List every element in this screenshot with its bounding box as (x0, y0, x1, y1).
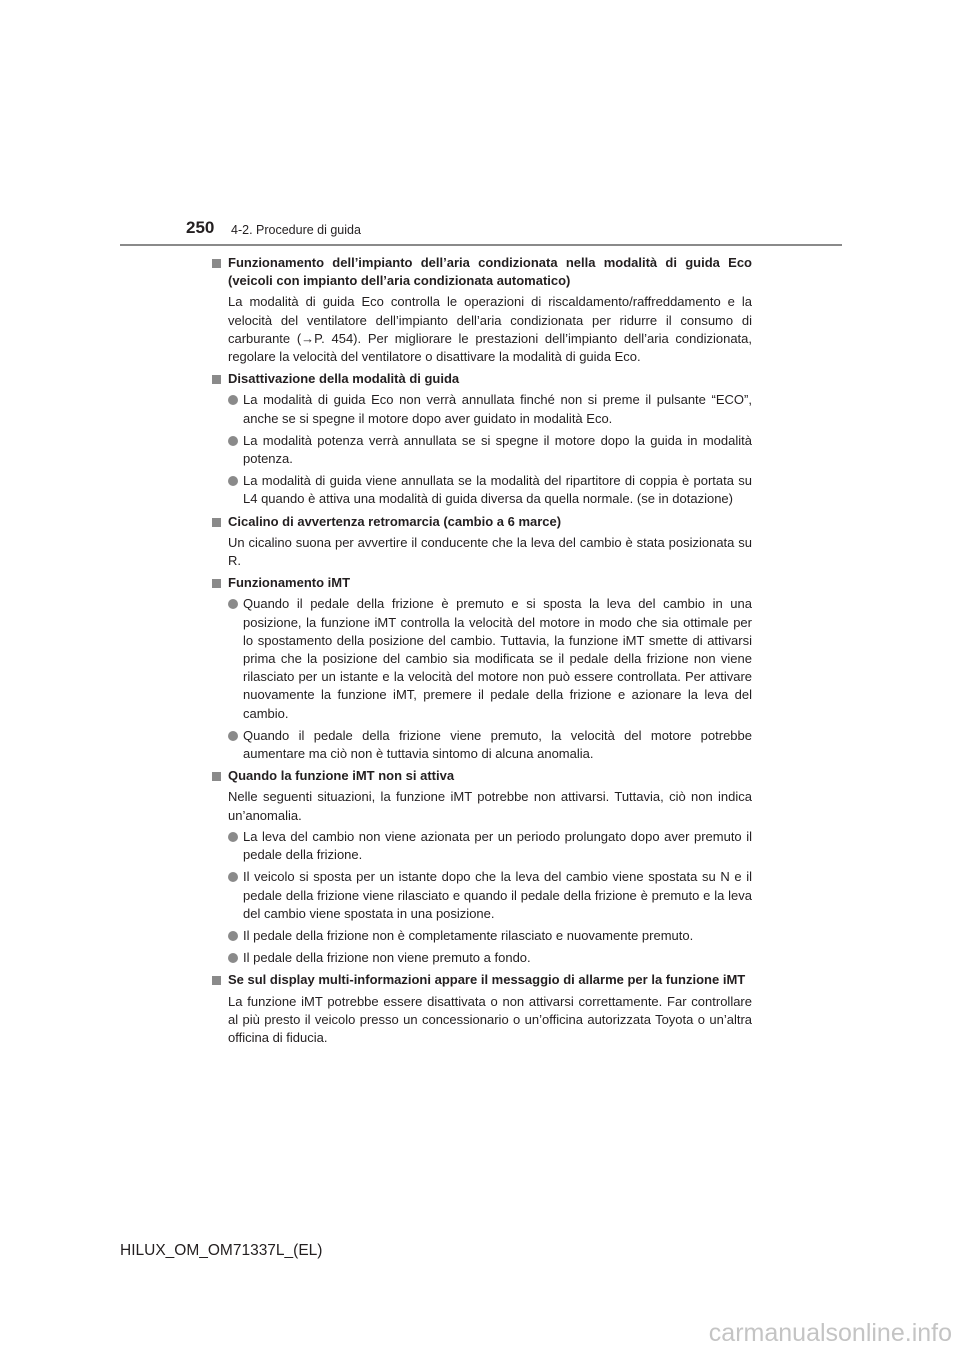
circle-bullet-icon (228, 832, 238, 842)
circle-bullet-icon (228, 731, 238, 741)
list-item (228, 828, 752, 864)
paragraph: Nelle seguenti situazioni, la funzione iMT potrebbe non attivarsi. Tuttavia, ciò non indica un’anomalia. (228, 789, 752, 823)
square-bullet-icon (212, 518, 221, 527)
section-title: 4-2. Procedure di guida (231, 223, 361, 237)
list-item-text: La modalità potenza verrà annullata se si spegne il motore dopo la guida in modalità potenza. (243, 432, 752, 467)
circle-bullet-icon (228, 395, 238, 405)
circle-bullet-icon (228, 931, 238, 941)
list-item-text: Il veicolo si sposta per un istante dopo che la leva del cambio viene spostata su N e il pedale della frizione viene rilasciato e quando il pedale della frizione è premuto e la leva del cambio viene spostata in una posizione. (243, 869, 752, 921)
section-imt-not-activating (212, 767, 752, 967)
list-item (228, 727, 752, 763)
section-heading: Disattivazione della modalità di guida (228, 371, 460, 387)
page-number: 250 (186, 218, 215, 237)
paragraph: La modalità di guida Eco controlla le operazioni di riscaldamento/raffreddamento e la velocità del ventilatore dell’impianto dell’aria condizionata per ridurre il consumo di carburante (→P. 454). Per migliorare le prestazioni dell’impianto dell’aria condizionata, regolare la velocità del ventilatore o disattivare la modalità di guida Eco. (228, 294, 752, 365)
circle-bullet-icon (228, 476, 238, 486)
page-content (212, 254, 752, 1051)
circle-bullet-icon (228, 872, 238, 882)
section-heading: Se sul display multi-informazioni appare il messaggio di allarme per la funzione iMT (228, 972, 746, 988)
paragraph: La funzione iMT potrebbe essere disattivata o non attivarsi correttamente. Far controllare al più presto il veicolo presso un concessionario o un’officina autorizzata Toyota o un’altra officina di fiducia. (228, 993, 752, 1045)
section-mode-deactivation (212, 370, 752, 508)
list-item (228, 927, 752, 945)
list-item-text: Il pedale della frizione non è completamente rilasciato e nuovamente premuto. (243, 927, 694, 943)
circle-bullet-icon (228, 599, 238, 609)
square-bullet-icon (212, 375, 221, 384)
list-item-text: Quando il pedale della frizione è premuto e si sposta la leva del cambio in una posizione, la funzione iMT controlla la velocità del motore in modo che sia ottimale per lo spostamento della posizione del cambio. Tuttavia, la funzione iMT smette di attivarsi prima che la posizione del cambio sia modificata se il pedale della frizione non viene rilasciato per un istante e la velocità del motore non può essere controllata. Per attivare nuovamente la funzione iMT, premere il pedale della frizione e azionare la leva del cambio. (243, 596, 752, 721)
list-item (228, 432, 752, 468)
list-item-text: Quando il pedale della frizione viene premuto, la velocità del motore potrebbe aumentare ma ciò non è tuttavia sintomo di alcuna anomalia. (243, 727, 752, 762)
list-item (228, 472, 752, 508)
square-bullet-icon (212, 259, 221, 268)
list-item-text: La modalità di guida Eco non verrà annullata finché non si preme il pulsante “ECO”, anche se si spegne il motore dopo aver guidato in modalità Eco. (243, 392, 752, 426)
square-bullet-icon (212, 976, 221, 985)
circle-bullet-icon (228, 436, 238, 446)
paragraph: Un cicalino suona per avvertire il conducente che la leva del cambio è stata posizionata su R. (228, 534, 752, 569)
square-bullet-icon (212, 579, 221, 588)
footer-document-code: HILUX_OM_OM71337L_(EL) (120, 1242, 323, 1259)
list-item-text: Il pedale della frizione non viene premuto a fondo. (243, 950, 531, 966)
list-item (228, 391, 752, 427)
watermark: carmanualsonline.info (708, 1319, 952, 1347)
section-aircon-eco (212, 254, 752, 366)
list-item (228, 868, 752, 923)
list-item (228, 949, 752, 967)
section-heading: Quando la funzione iMT non si attiva (228, 768, 455, 784)
section-heading: Cicalino di avvertenza retromarcia (cambio a 6 marce) (228, 513, 562, 529)
section-reverse-buzzer (212, 513, 752, 571)
list-item-text: La modalità di guida viene annullata se la modalità del ripartitore di coppia è portata su L4 quando è attiva una modalità di guida diversa da quella normale. (se in dotazione) (243, 473, 752, 507)
list-item (228, 595, 752, 722)
section-heading: Funzionamento iMT (228, 575, 351, 591)
section-heading: Funzionamento dell’impianto dell’aria condizionata nella modalità di guida Eco (veicoli con impianto dell’aria condizionata automatico) (228, 255, 752, 289)
list-item-text: La leva del cambio non viene azionata per un periodo prolungato dopo aver premuto il pedale della frizione. (243, 828, 752, 863)
circle-bullet-icon (228, 953, 238, 963)
square-bullet-icon (212, 772, 221, 781)
header-rule (120, 244, 842, 246)
section-imt-operation (212, 574, 752, 763)
section-imt-warning-message (212, 971, 752, 1047)
